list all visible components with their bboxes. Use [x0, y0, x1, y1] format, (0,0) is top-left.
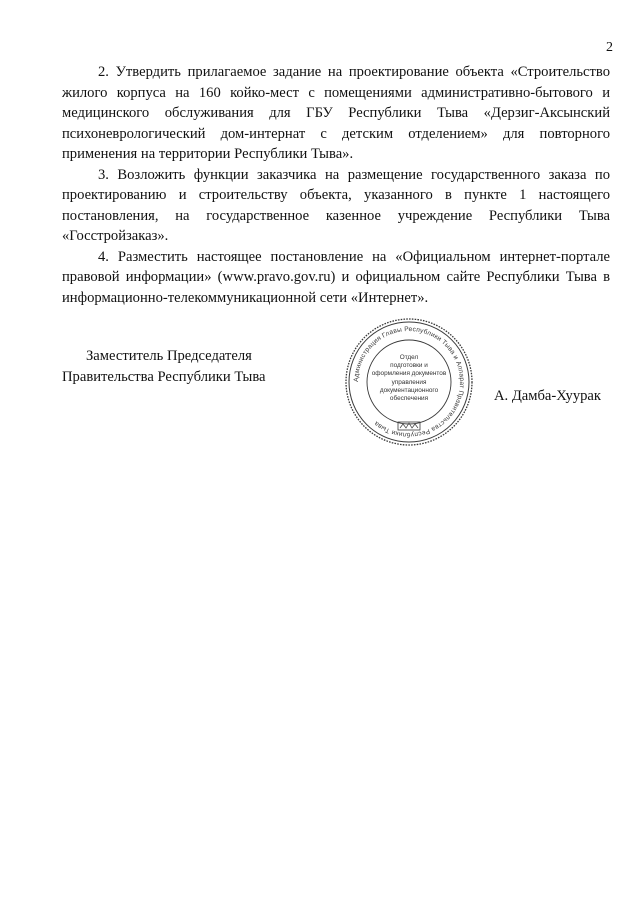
seal-center-line: обеспечения: [389, 395, 429, 403]
seal-center-line: управления: [391, 378, 427, 386]
paragraph-2: 2. Утвердить прилагаемое задание на проектирование объекта «Строительство жилого корпуса на 160 койко-мест с помещениями административно-бытового и медицинского обслуживания для ГБУ Республики Тыва «Дерзиг-Аксынский психоневрологический дом-интернат с детским отделением» для повторного применения на территории Республики Тыва».: [62, 64, 610, 162]
seal-center-text: [369, 354, 449, 403]
signer-position-line2: Правительства Республики Тыва: [62, 369, 266, 385]
seal-ring-text: Администрация Главы Республики Тыва и Аппарат Правительства Республики Тыва: [352, 325, 466, 439]
document-body: [62, 62, 610, 308]
signer-name: А. Дамба-Хуурак: [494, 388, 601, 404]
paragraph-4: 4. Разместить настоящее постановление на «Официальном интернет-портале правовой информации» (www.pravo.gov.ru) и официальном сайте Республики Тыва в информационно-телекоммуникационной сети «Интернет».: [62, 248, 610, 306]
signer-position-line1: Заместитель Председателя: [86, 348, 252, 364]
signature-block: [62, 346, 266, 388]
seal-center-line: оформления документов: [371, 370, 447, 378]
seal-center-line: подготовки и: [390, 362, 428, 370]
seal-center-line: Отдел: [399, 354, 419, 361]
page-number: 2: [606, 40, 613, 55]
seal-center-line: документационного: [379, 386, 439, 394]
paragraph-3: 3. Возложить функции заказчика на размещение государственного заказа по проектированию и строительству объекта, указанного в пункте 1 настоящего постановления, на государственное казенное учреждение Республики Тыва «Госстройзаказ».: [62, 166, 610, 244]
official-seal: [343, 316, 475, 448]
